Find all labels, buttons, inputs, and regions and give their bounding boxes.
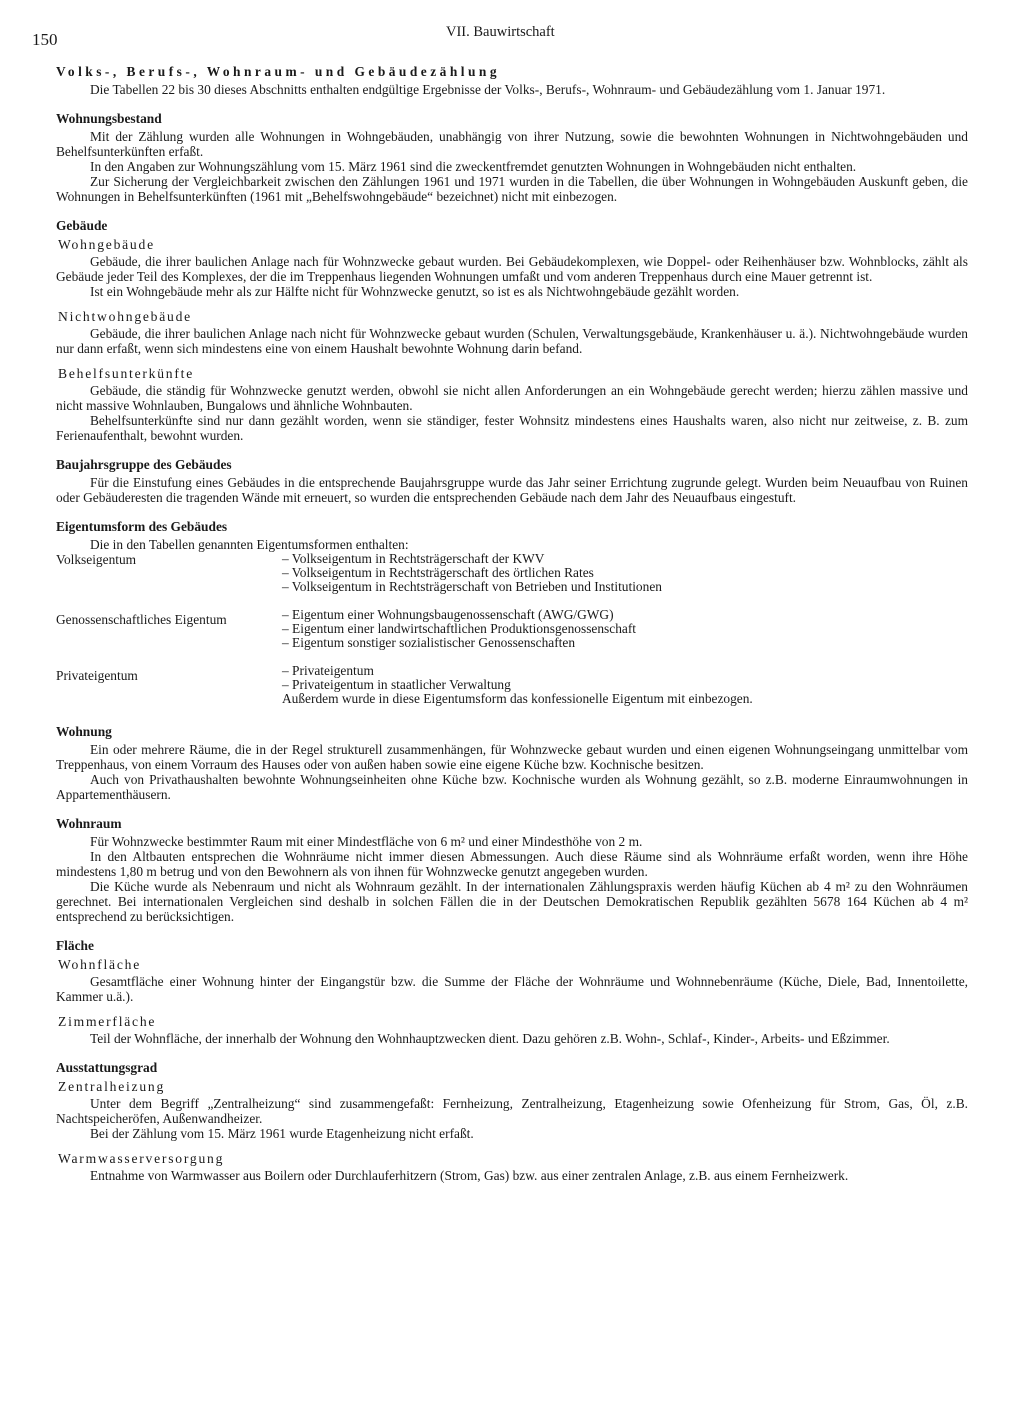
- subheading-wohngebaeude: Wohngebäude: [58, 237, 155, 252]
- intro-paragraph: Die Tabellen 22 bis 30 dieses Abschnitts enthalten endgültige Ergebnisse der Volks-, Berufs-, Wohnraum- und Gebäudezählung vom 1. Januar 1971.: [90, 82, 886, 97]
- paragraph: Behelfsunterkünfte sind nur dann gezählt worden, wenn sie ständiger, fester Wohnsitz mindestens eines Haushalts waren, also nicht nur zeitweise, z. B. zum Ferienaufenthalt, bewohnt wurden.: [56, 413, 968, 443]
- paragraph: Auch von Privathaushalten bewohnte Wohnungseinheiten ohne Küche bzw. Kochnische wurden als Wohnung gezählt, so z.B. moderne Einraumwohnungen in Appartementhäusern.: [56, 772, 968, 802]
- heading-wohnraum: Wohnraum: [56, 816, 122, 831]
- section-title: Volks-, Berufs-, Wohnraum- und Gebäudezählung: [56, 64, 501, 79]
- paragraph: Mit der Zählung wurden alle Wohnungen in Wohngebäuden, unabhängig von ihrer Nutzung, sowie die bewohnten Wohnungen in Nichtwohngebäuden und Behelfsunterkünften erfaßt.: [56, 129, 968, 159]
- paragraph: Die in den Tabellen genannten Eigentumsformen enthalten:: [90, 537, 409, 552]
- page-body: [56, 62, 968, 1183]
- ownership-items: [282, 608, 968, 650]
- list-item: – Privateigentum in staatlicher Verwaltung: [282, 677, 511, 692]
- paragraph: Gesamtfläche einer Wohnung hinter der Eingangstür bzw. die Summe der Fläche der Wohnräume und Wohnnebenräume (Küche, Diele, Bad, Innentoilette, Kammer u.ä.).: [56, 974, 968, 1004]
- ownership-list: [56, 552, 968, 706]
- heading-wohnungsbestand: Wohnungsbestand: [56, 111, 162, 126]
- running-head: VII. Bauwirtschaft: [446, 24, 555, 40]
- ownership-label: Privateigentum: [56, 668, 138, 683]
- list-item: – Eigentum einer landwirtschaftlichen Produktionsgenossenschaft: [282, 621, 637, 636]
- paragraph: In den Altbauten entsprechen die Wohnräume nicht immer diesen Abmessungen. Auch diese Räume sind als Wohnräume erfaßt worden, wenn ihre Höhe mindestens 1,80 m betrug und von den Bewohnern als von ihnen für Wohnzwecke genutzt angegeben wurden.: [56, 849, 968, 879]
- list-item: – Volkseigentum in Rechtsträgerschaft von Betrieben und Institutionen: [282, 579, 662, 594]
- paragraph: Zur Sicherung der Vergleichbarkeit zwischen den Zählungen 1961 und 1971 wurden in die Tabellen, die über Wohnungen in Wohngebäuden Auskunft geben, die Wohnungen in Behelfsunterkünften (1961 mit „Behelfswohngebäude“ bezeichnet) nicht mit einbezogen.: [56, 174, 968, 204]
- paragraph: Gebäude, die ihrer baulichen Anlage nach nicht für Wohnzwecke gebaut wurden (Schulen, Verwaltungsgebäude, Krankenhäuser u. ä.). Nichtwohngebäude wurden nur dann erfaßt, wenn sich mindestens eine von einem Haushalt bewohnte Wohnung darin befand.: [56, 326, 968, 356]
- heading-baujahrsgruppe: Baujahrsgruppe des Gebäudes: [56, 457, 232, 472]
- paragraph: Gebäude, die ihrer baulichen Anlage nach für Wohnzwecke gebaut wurden. Bei Gebäudekomplexen, wie Doppel- oder Reihenhäuser bzw. Wohnblocks, zählt als Gebäude jeder Teil des Komplexes, der die im Treppenhaus liegenden Wohnungen umfaßt und vom anderen Treppenhaus durch eine Mauer getrennt ist.: [56, 254, 968, 284]
- heading-gebaeude: Gebäude: [56, 218, 108, 233]
- list-item: – Eigentum einer Wohnungsbaugenossenschaft (AWG/GWG): [282, 607, 614, 622]
- list-item: Außerdem wurde in diese Eigentumsform das konfessionelle Eigentum mit einbezogen.: [282, 691, 753, 706]
- paragraph: Ist ein Wohngebäude mehr als zur Hälfte nicht für Wohnzwecke genutzt, so ist es als Nichtwohngebäude gezählt worden.: [90, 284, 740, 299]
- paragraph: In den Angaben zur Wohnungszählung vom 15. März 1961 sind die zweckentfremdet genutzten Wohnungen in Wohngebäuden nicht enthalten.: [90, 159, 857, 174]
- subheading-nichtwohngebaeude: Nichtwohngebäude: [58, 309, 192, 324]
- paragraph: Bei der Zählung vom 15. März 1961 wurde Etagenheizung nicht erfaßt.: [90, 1126, 474, 1141]
- subheading-behelfsunterkuenfte: Behelfsunterkünfte: [58, 366, 195, 381]
- list-item: – Volkseigentum in Rechtsträgerschaft des örtlichen Rates: [282, 565, 594, 580]
- subheading-zimmerflaeche: Zimmerfläche: [58, 1014, 157, 1029]
- list-item: – Privateigentum: [282, 663, 374, 678]
- paragraph: Die Küche wurde als Nebenraum und nicht als Wohnraum gezählt. In der internationalen Zählungspraxis werden häufig Küchen ab 4 m² zu den Wohnräumen gerechnet. Bei internationalen Vergleichen sind deshalb in solchen Fällen die in der Deutschen Demokratischen Republik gezählten 5678 164 Küchen ab 4 m² entsprechend zu berücksichtigen.: [56, 879, 968, 924]
- heading-ausstattungsgrad: Ausstattungsgrad: [56, 1060, 158, 1075]
- subheading-wohnflaeche: Wohnfläche: [58, 957, 142, 972]
- paragraph: Ein oder mehrere Räume, die in der Regel strukturell zusammenhängen, für Wohnzwecke gebaut wurden und einen eigenen Wohnungseingang unmittelbar vom Treppenhaus, von einem Vorraum des Hauses oder von außen haben sowie eine eigene Küche bzw. Kochnische besitzen.: [56, 742, 968, 772]
- heading-eigentumsform: Eigentumsform des Gebäudes: [56, 519, 228, 534]
- subheading-zentralheizung: Zentralheizung: [58, 1079, 166, 1094]
- heading-wohnung: Wohnung: [56, 724, 112, 739]
- page-number: 150: [32, 30, 58, 49]
- ownership-label: Genossenschaftliches Eigentum: [56, 612, 227, 627]
- ownership-label: Volkseigentum: [56, 552, 137, 567]
- ownership-items: [282, 664, 968, 706]
- paragraph: Entnahme von Warmwasser aus Boilern oder Durchlauferhitzern (Strom, Gas) bzw. aus einer zentralen Anlage, z.B. aus einem Fernheizwerk.: [90, 1168, 849, 1183]
- list-item: – Eigentum sonstiger sozialistischer Genossenschaften: [282, 635, 576, 650]
- paragraph: Gebäude, die ständig für Wohnzwecke genutzt werden, obwohl sie nicht allen Anforderungen an ein Wohngebäude gerecht werden; hierzu zählen massive und nicht massive Wohnlauben, Bungalows und ähnliche Wohnbauten.: [56, 383, 968, 413]
- paragraph: Teil der Wohnfläche, der innerhalb der Wohnung den Wohnhauptzwecken dient. Dazu gehören z.B. Wohn-, Schlaf-, Kinder-, Arbeits- und Eßzimmer.: [90, 1031, 890, 1046]
- paragraph: Unter dem Begriff „Zentralheizung“ sind zusammengefaßt: Fernheizung, Zentralheizung, Etagenheizung sowie Ofenheizung für Strom, Gas, Öl, z.B. Nachtspeicheröfen, Außenwandheizer.: [56, 1096, 968, 1126]
- ownership-items: [282, 552, 968, 594]
- paragraph: Für Wohnzwecke bestimmter Raum mit einer Mindestfläche von 6 m² und einer Mindesthöhe von 2 m.: [90, 834, 643, 849]
- subheading-warmwasserversorgung: Warmwasserversorgung: [58, 1151, 225, 1166]
- heading-flaeche: Fläche: [56, 938, 94, 953]
- list-item: – Volkseigentum in Rechtsträgerschaft der KWV: [282, 551, 545, 566]
- paragraph: Für die Einstufung eines Gebäudes in die entsprechende Baujahrsgruppe wurde das Jahr seiner Errichtung zugrunde gelegt. Wurden beim Neuaufbau von Ruinen oder Gebäuderesten die tragenden Wände mit erneuert, so wurden die entsprechenden Gebäude nach dem Jahr des Neuaufbaus eingestuft.: [56, 475, 968, 505]
